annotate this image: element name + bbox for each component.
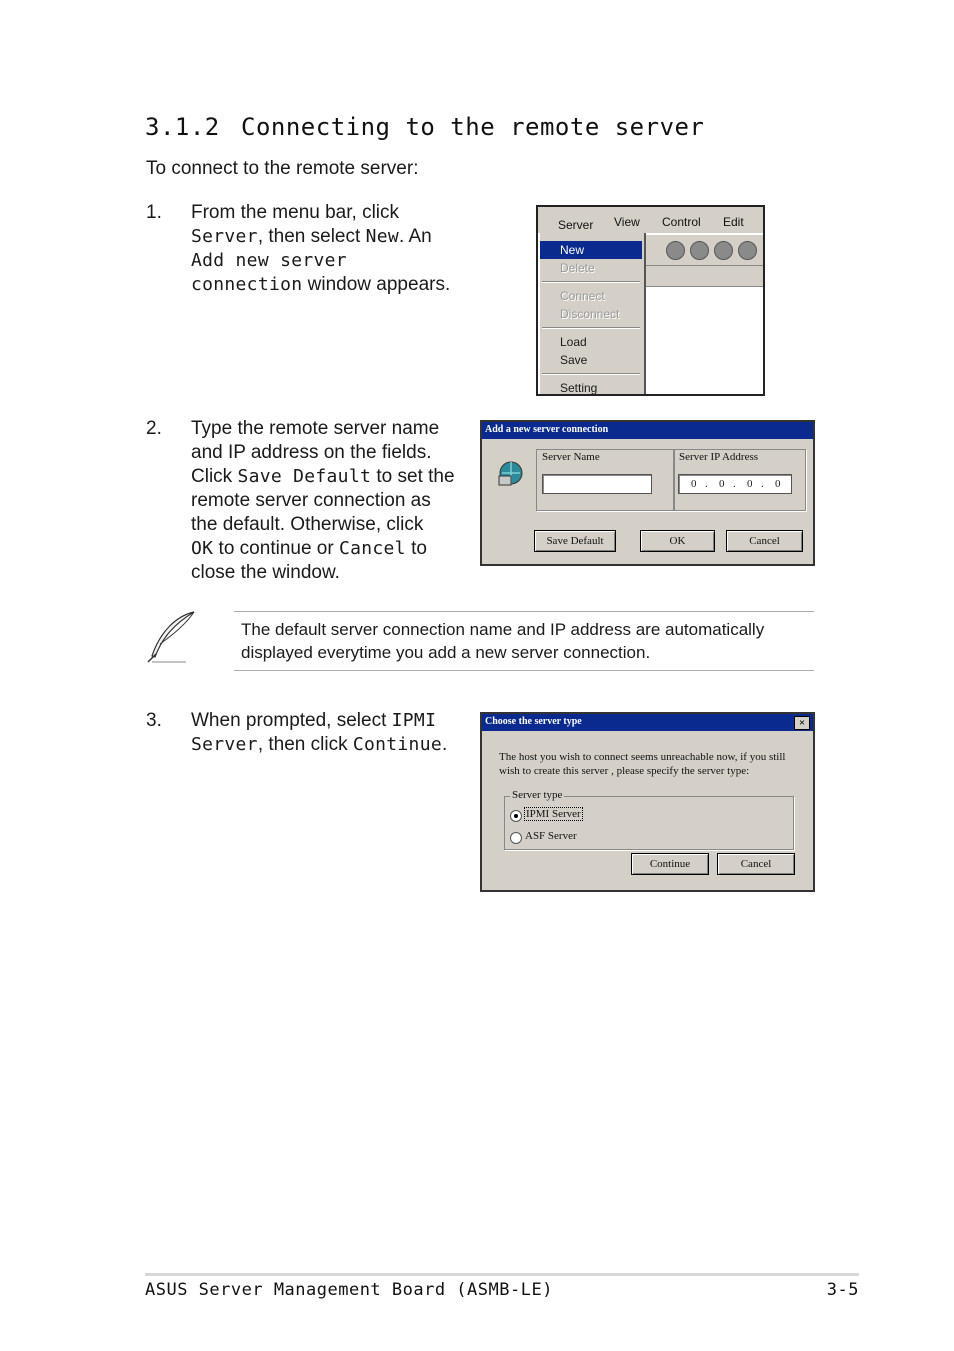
ip-dot: . [761, 478, 764, 490]
menu-control[interactable]: Control [662, 215, 701, 229]
step-text [191, 201, 450, 297]
menu-edit[interactable]: Edit [723, 215, 744, 229]
step-text-part: to continue or [213, 538, 339, 559]
step-line [191, 537, 455, 561]
connect-icon[interactable] [666, 241, 685, 260]
ui-term: IPMI [391, 710, 437, 731]
ipmi-server-label[interactable]: IPMI Server [526, 808, 581, 820]
add-server-dialog [480, 420, 815, 566]
step-text-part: , then click [257, 734, 353, 755]
dialog-titlebar [482, 714, 813, 731]
section-number: 3.1.2 [145, 113, 220, 141]
step-1 [146, 201, 476, 301]
refresh-icon[interactable] [690, 241, 709, 260]
menu-item-disconnect[interactable] [540, 305, 642, 323]
ui-term: Server [191, 734, 258, 755]
page-number: 3-5 [826, 1280, 859, 1300]
step-text-part: When prompted, select [191, 710, 392, 731]
menu-item-save[interactable] [540, 351, 642, 369]
note-line: displayed everytime you add a new server connection. [241, 643, 651, 662]
menu-item-label: Setting [560, 381, 598, 395]
step-text-part: Click [191, 466, 238, 487]
menu-item-delete[interactable] [540, 259, 642, 277]
step-line: and IP address on the fields. [191, 442, 432, 463]
step-text [191, 709, 447, 757]
close-icon[interactable]: × [794, 716, 810, 730]
ipmi-server-radio[interactable] [510, 810, 522, 822]
menu-separator [542, 327, 640, 329]
dialog-message-line: The host you wish to connect seems unreachable now, if you still [499, 751, 786, 763]
menu-item-connect[interactable] [540, 287, 642, 305]
menu-item-load[interactable] [540, 333, 642, 351]
note-line: The default server connection name and IP address are automatically [241, 620, 765, 639]
step-line: Type the remote server name [191, 418, 440, 439]
step-number: 2. [146, 418, 162, 439]
menu-item-label: New [560, 243, 585, 257]
step-number: 3. [146, 710, 162, 731]
step-line: the default. Otherwise, click [191, 514, 424, 535]
cancel-button[interactable]: Cancel [717, 853, 795, 875]
menu-item-new[interactable] [540, 241, 642, 259]
server-name-label: Server Name [542, 451, 600, 463]
server-type-dialog [480, 712, 815, 892]
dialog-titlebar [482, 422, 813, 439]
section-title: Connecting to the remote server [241, 113, 705, 141]
step-text-part: to [405, 538, 427, 559]
ui-term: connection [191, 274, 303, 295]
dialog-message-line: wish to create this server , please specify the server type: [499, 765, 750, 777]
ui-term: Cancel [338, 538, 406, 559]
ui-term: OK [191, 538, 214, 559]
ui-term: New [365, 226, 399, 247]
menu-item-label: Load [560, 335, 587, 349]
server-ip-input[interactable] [678, 474, 792, 494]
server-type-group-label: Server type [512, 789, 563, 801]
step-number: 1. [146, 202, 162, 223]
footer-rule [145, 1273, 859, 1276]
step-line: From the menu bar, click [191, 202, 400, 223]
cancel-button[interactable]: Cancel [726, 530, 803, 552]
menu-item-label: Save [560, 353, 588, 367]
section-heading [145, 113, 704, 141]
ui-term: Server [191, 226, 258, 247]
step-line [191, 249, 450, 273]
continue-button[interactable]: Continue [631, 853, 709, 875]
note-text [241, 618, 764, 664]
step-text-part: . An [398, 226, 432, 247]
list-header [644, 265, 763, 287]
step-line [191, 465, 455, 489]
step-3 [146, 709, 476, 761]
menu-item-setting[interactable] [540, 379, 642, 396]
menu-separator [542, 373, 640, 375]
dialog-title: Add a new server connection [485, 424, 609, 435]
step-line [191, 225, 450, 249]
ip-dot: . [733, 478, 736, 490]
step-line [191, 273, 450, 297]
ui-term: Continue [352, 734, 442, 755]
settings-icon[interactable] [738, 241, 757, 260]
asf-server-label[interactable]: ASF Server [525, 830, 577, 842]
step-text-part: , then select [257, 226, 366, 247]
step-text-part: to set the [371, 466, 455, 487]
server-ip-label: Server IP Address [679, 451, 759, 463]
step-line: close the window. [191, 562, 340, 583]
server-menu-screenshot [536, 205, 765, 396]
intro-text: To connect to the remote server: [146, 158, 419, 179]
ip-dot: . [705, 478, 708, 490]
step-text [191, 417, 455, 585]
dialog-title: Choose the server type [485, 716, 582, 727]
ip-octet: 0 [747, 478, 753, 490]
server-name-input[interactable] [542, 474, 652, 494]
feather-pen-icon [146, 610, 198, 664]
step-2 [146, 417, 476, 589]
note-top-rule [234, 611, 814, 612]
power-icon[interactable] [714, 241, 733, 260]
asf-server-radio[interactable] [510, 832, 522, 844]
server-dropdown [540, 233, 646, 396]
menu-item-label: Delete [560, 261, 595, 275]
step-line [191, 709, 447, 733]
menu-item-label: Connect [560, 289, 605, 303]
menu-bar [538, 207, 763, 234]
footer-title: ASUS Server Management Board (ASMB-LE) [145, 1280, 553, 1300]
note-bottom-rule [234, 670, 814, 671]
menu-view[interactable]: View [614, 215, 640, 229]
ok-button[interactable]: OK [640, 530, 715, 552]
menu-server[interactable]: Server [558, 218, 594, 232]
step-text-part: . [441, 734, 448, 755]
step-text-part: window appears. [302, 274, 451, 295]
step-line [191, 733, 447, 757]
save-default-button[interactable]: Save Default [534, 530, 616, 552]
computer-globe-icon [496, 458, 526, 488]
radio-selected-dot [514, 814, 518, 818]
ip-octet: 0 [691, 478, 697, 490]
ip-octet: 0 [719, 478, 725, 490]
ui-term: Add new server [191, 250, 347, 271]
toolbar [644, 235, 763, 265]
menu-separator [542, 281, 640, 283]
ip-octet: 0 [775, 478, 781, 490]
ui-term: Save Default [237, 466, 372, 487]
menu-item-label: Disconnect [560, 307, 620, 321]
step-line: remote server connection as [191, 490, 431, 511]
